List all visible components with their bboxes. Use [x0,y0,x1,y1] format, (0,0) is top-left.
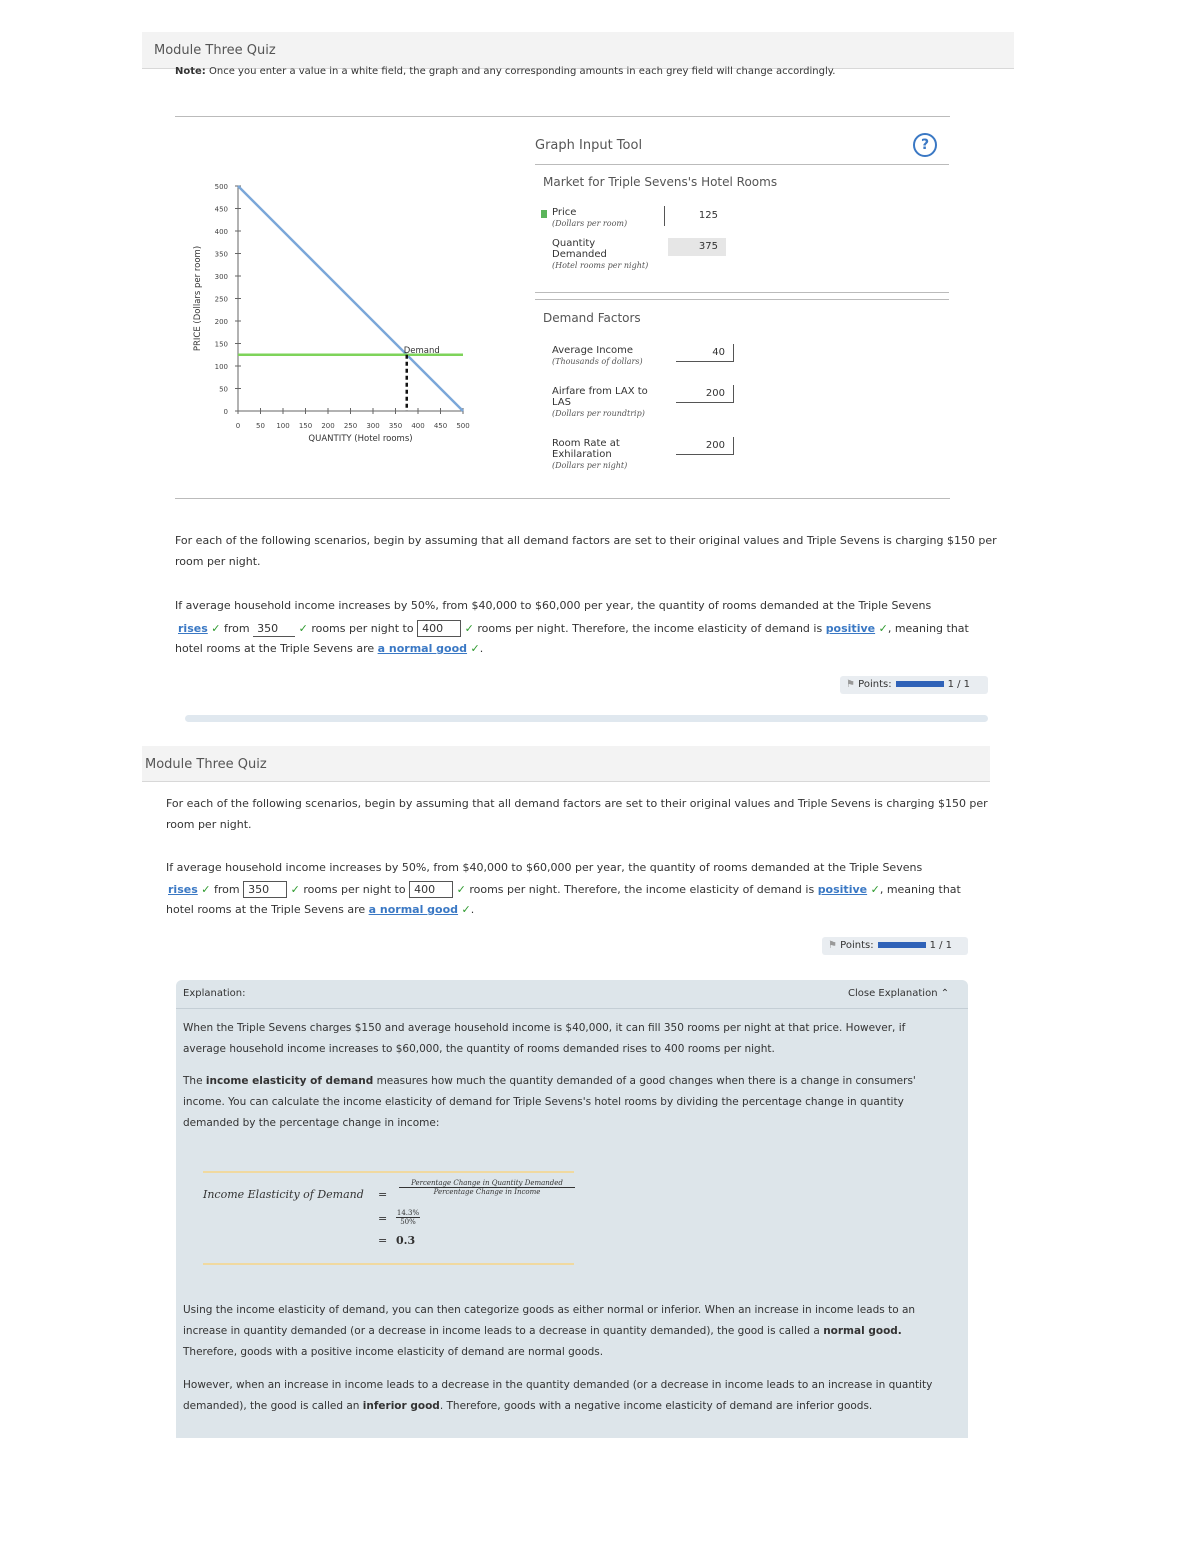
expl-p3-line1: Using the income elasticity of demand, you can then categorize goods as either normal or inferior. When an increase in income leads to an [183,1304,916,1316]
expl-p2-line1 [183,1071,916,1092]
text: increase in quantity demanded (or a decrease in income leads to a decrease in quantity demanded), the good is called a [183,1325,820,1337]
q2-answer-line2 [166,903,474,916]
explanation-panel [176,980,968,1438]
x-tick-label: 100 [276,422,290,430]
y-axis-label: PRICE (Dollars per room) [193,245,203,352]
text: hotel rooms at the Triple Sevens are [175,642,375,655]
x-axis-label: QUANTITY (Hotel rooms) [308,434,413,444]
text: rooms per night to [303,883,406,896]
price-unit: (Dollars per room) [552,219,628,228]
average-income-input[interactable]: 40 [676,344,734,362]
check-icon: ✓ [290,883,300,896]
close-explanation-button[interactable] [848,988,949,999]
expl-p4-line2 [183,1396,872,1417]
airfare-label: Airfare from LAX to LAS [552,386,648,408]
q2-answer-line [168,881,961,898]
q1-normal-dropdown[interactable]: a normal good [377,642,468,655]
x-tick-label: 300 [366,422,380,430]
price-legend-marker [541,210,547,218]
x-tick-label: 500 [456,422,470,430]
formula-fraction-2 [396,1209,420,1226]
y-tick-label: 0 [223,408,228,416]
y-tick-label: 450 [214,205,228,214]
expl-p1-line1: When the Triple Sevens charges $150 and average household income is $40,000, it can fill 350 rooms per night at that price. However, if [183,1022,906,1034]
formula-eq2: = [378,1212,388,1225]
y-tick-label: 400 [214,228,228,236]
separator [664,206,665,226]
chevron-up-icon: ⌃ [940,988,950,999]
window-title-bar [142,32,1014,69]
check-icon: ✓ [201,883,211,896]
airfare-label-block [552,386,662,419]
divider [535,299,949,300]
points-label: Points: [858,679,892,690]
market-title: Market for Triple Sevens's Hotel Rooms [543,175,778,189]
income-unit: (Thousands of dollars) [552,357,643,366]
q2-scenario: If average household income increases by 50%, from $40,000 to $60,000 per year, the quantity of rooms demanded at the Triple Sevens [166,861,923,874]
section-divider [185,715,988,722]
text: . [470,903,475,916]
x-tick-label: 0 [235,422,241,430]
price-value: 125 [698,210,718,221]
question-circle-icon[interactable]: ? [913,133,937,157]
expl-p4-line1: However, when an increase in income leads to a decrease in the quantity demanded (or a decrease in income leads to an increase in quantity [183,1379,933,1391]
q1-answer-line [178,620,969,637]
explanation-header [176,980,968,1009]
q2-intro-line1: For each of the following scenarios, begin by assuming that all demand factors are set to their original values and Triple Sevens is charging $150 per [166,797,988,810]
airfare-unit: (Dollars per roundtrip) [552,409,645,418]
graph-input-tool-title: Graph Input Tool [535,138,643,153]
check-icon: ✓ [878,622,888,635]
demand-factors-title: Demand Factors [543,311,641,325]
y-tick-label: 150 [214,340,228,349]
q2-to-input[interactable]: 400 [409,881,453,898]
x-tick-label: 150 [298,422,313,430]
term-inferior-good: inferior good [362,1400,440,1412]
room-rate-input[interactable]: 200 [676,437,734,455]
expl-p1-line2: average household income increases to $60,000, the quantity of rooms demanded rises to 400 rooms per night. [183,1043,775,1055]
points-value: 1 / 1 [947,679,971,690]
y-tick-label: 100 [214,363,228,371]
demand-chart[interactable] [180,176,500,456]
formula-block [203,1171,574,1265]
check-icon: ✓ [461,903,471,916]
q2-from-input[interactable]: 350 [243,881,287,898]
q1-from-input[interactable]: 350 [253,621,295,637]
y-tick-label: 500 [214,183,228,191]
x-tick-label: 50 [256,422,265,430]
q1-intro-line2: room per night. [175,555,261,568]
text: . Therefore, goods with a negative income elasticity of demand are inferior goods. [439,1400,873,1412]
text: . [479,642,484,655]
text: rooms per night to [311,622,414,635]
roomrate-unit: (Dollars per night) [552,461,628,470]
expl-p3-line2 [183,1321,902,1342]
formula-eq3: = [378,1234,388,1247]
check-icon: ✓ [464,622,474,635]
q2-points-badge [822,937,968,955]
q1-scenario: If average household income increases by 50%, from $40,000 to $60,000 per year, the quantity of rooms demanded at the Triple Sevens [175,599,932,612]
y-tick-label: 300 [214,273,228,281]
y-tick-label: 200 [214,318,228,326]
formula-denominator-2: 50% [400,1218,416,1226]
x-tick-label: 400 [411,422,425,430]
formula-numerator: Percentage Change in Quantity Demanded [399,1179,575,1188]
check-icon: ✓ [298,622,308,635]
x-tick-label: 450 [433,422,448,430]
divider [535,164,949,165]
note-label: Note: [175,66,206,77]
y-tick-label: 50 [219,385,228,394]
price-label: Price [552,207,577,218]
text: demanded), the good is called an [183,1400,360,1412]
q2-intro-line2: room per night. [166,818,252,831]
window-title-bar-2 [142,746,990,782]
income-label: Average Income [552,345,634,356]
q1-points-badge [840,676,988,694]
roomrate-label: Room Rate at Exhilaration [552,438,620,460]
window-title-2: Module Three Quiz [145,757,267,772]
y-tick-label: 350 [214,250,228,259]
q1-intro-line1: For each of the following scenarios, begin by assuming that all demand factors are set to their original values and Triple Sevens is charging $150 per [175,534,997,547]
text: , meaning that [887,622,969,635]
check-icon: ✓ [870,883,880,896]
text: measures how much the quantity demanded of a good changes when there is a change in consumers' [376,1075,916,1087]
q1-answer-line2 [175,642,483,655]
text: , meaning that [879,883,961,896]
qd-label-block [552,238,652,271]
x-tick-label: 200 [321,422,335,430]
x-tick-label: 350 [388,422,403,430]
text: rooms per night. Therefore, the income elasticity of demand is [469,883,815,896]
text: rooms per night. Therefore, the income elasticity of demand is [477,622,823,635]
roomrate-label-block [552,438,662,471]
points-value: 1 / 1 [929,940,953,951]
text: The [183,1075,203,1087]
expl-p2-line2: income. You can calculate the income elasticity of demand for Triple Sevens's hotel rooms by dividing the percentage change in quantity [183,1096,904,1108]
q1-positive-dropdown[interactable]: positive [825,622,876,635]
q2-rises-dropdown[interactable]: rises [168,883,198,896]
flag-icon: ⚑ [828,940,837,951]
formula-eq1: = [378,1188,388,1201]
term-normal-good: normal good. [823,1325,902,1337]
income-label-block [552,345,662,367]
q1-rises-dropdown[interactable]: rises [178,622,208,635]
note-text [175,66,835,77]
text: hotel rooms at the Triple Sevens are [166,903,366,916]
points-bar [878,942,926,948]
y-tick-label: 250 [214,295,228,304]
text: from [223,622,250,635]
price-label-block [552,207,652,229]
points-bar [896,681,944,687]
expl-p3-line3: Therefore, goods with a positive income elasticity of demand are normal goods. [183,1346,604,1358]
q2-normal-dropdown[interactable]: a normal good [368,903,459,916]
expl-p2-line3: demanded by the percentage change in income: [183,1117,440,1129]
formula-lhs: Income Elasticity of Demand [203,1188,364,1201]
text: from [213,883,240,896]
qd-unit: (Hotel rooms per night) [552,261,649,270]
demand-curve-label: Demand [403,345,440,356]
points-label: Points: [840,940,874,951]
quantity-demanded-value: 375 [668,238,726,256]
check-icon: ✓ [470,642,480,655]
close-label: Close Explanation [848,988,938,999]
demand-line [238,186,463,411]
flag-icon: ⚑ [846,679,855,690]
x-tick-label: 250 [343,422,358,430]
q2-positive-dropdown[interactable]: positive [817,883,868,896]
formula-denominator: Percentage Change in Income [433,1188,541,1196]
airfare-input[interactable]: 200 [676,385,734,403]
note-body: Once you enter a value in a white field, the graph and any corresponding amounts in each grey field will change accordingly. [209,66,836,77]
divider [535,292,949,293]
formula-numerator-2: 14.3% [396,1209,420,1217]
formula-fraction [399,1179,575,1196]
term-income-elasticity: income elasticity of demand [205,1075,374,1087]
q1-to-input[interactable]: 400 [417,620,461,637]
explanation-title: Explanation: [183,988,246,999]
check-icon: ✓ [456,883,466,896]
qd-label: Quantity Demanded [552,238,607,260]
check-icon: ✓ [211,622,221,635]
window-title: Module Three Quiz [154,43,276,58]
formula-result: 0.3 [396,1234,416,1247]
